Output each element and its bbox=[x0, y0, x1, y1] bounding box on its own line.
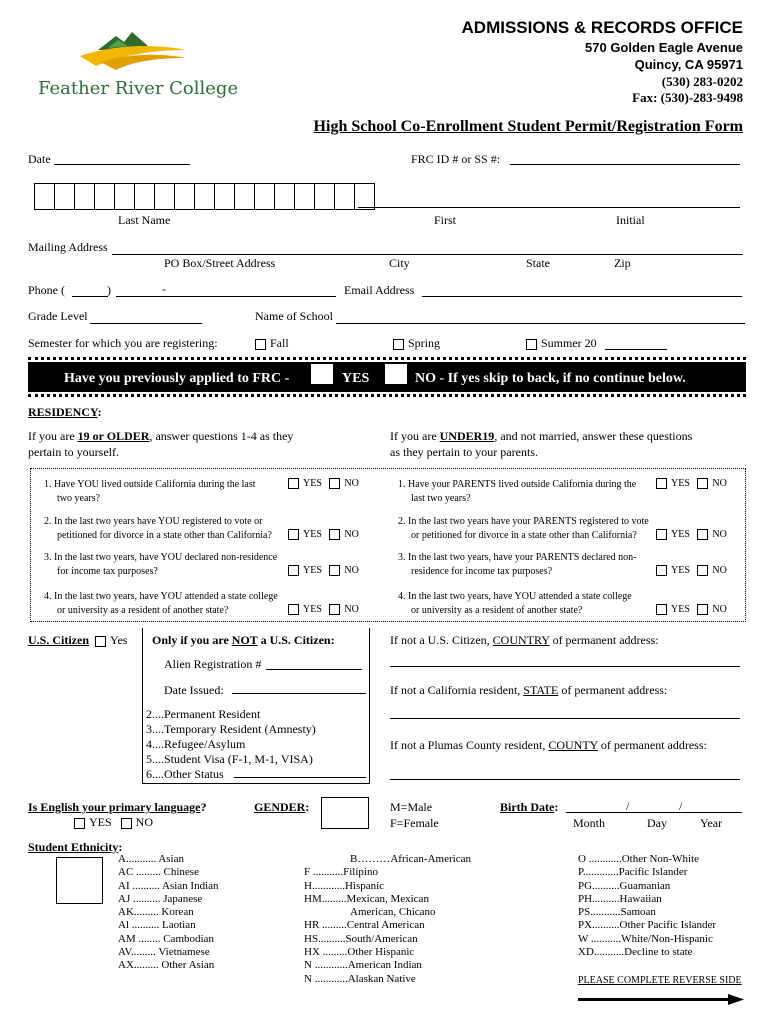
question-line: 4. In the last two years, have YOU attended a state college bbox=[44, 591, 278, 602]
day-label: Day bbox=[647, 816, 667, 830]
gender-colon: : bbox=[305, 800, 310, 814]
no-label: NO bbox=[712, 604, 727, 615]
left-intro bbox=[28, 428, 293, 460]
checkbox-icon[interactable] bbox=[656, 478, 667, 489]
alien-label: Alien Registration # bbox=[164, 657, 262, 671]
residency-question bbox=[398, 478, 660, 506]
residency-title bbox=[28, 405, 102, 420]
checkbox-icon[interactable] bbox=[329, 478, 340, 489]
checkbox-icon[interactable] bbox=[526, 339, 537, 350]
month-label: Month bbox=[573, 816, 606, 830]
us-citizen[interactable] bbox=[28, 633, 127, 648]
ethnicity-item: American, Chicano bbox=[350, 906, 436, 919]
status-item: 3....Temporary Resident (Amnesty) bbox=[146, 722, 316, 736]
ethnicity-box[interactable] bbox=[56, 857, 103, 904]
checkbox-icon[interactable] bbox=[697, 529, 708, 540]
question-line: 4. In the last two years, have YOU attended a state college bbox=[398, 591, 632, 602]
question-line: 2. In the last two years have your PARENTS registered to vote bbox=[398, 516, 649, 527]
city-label: City bbox=[389, 256, 410, 270]
county-a: If not a Plumas County resident, bbox=[390, 738, 549, 752]
email-field[interactable] bbox=[422, 296, 742, 297]
status-list bbox=[146, 707, 316, 782]
ethnicity-item: AV......... Vietnamese bbox=[118, 946, 210, 959]
checkbox-icon[interactable] bbox=[697, 565, 708, 576]
office-phone: (530) 283-0202 bbox=[661, 74, 743, 89]
checkbox-icon[interactable] bbox=[288, 604, 299, 615]
school-field[interactable] bbox=[336, 323, 745, 324]
question-line: two years? bbox=[57, 493, 101, 504]
ethnicity-item: W ...........White/Non-Hispanic bbox=[578, 932, 713, 945]
phone-area-field[interactable] bbox=[72, 296, 108, 297]
birth-colon: : bbox=[554, 800, 559, 814]
question-line: or university as a resident of another state? bbox=[411, 605, 583, 616]
english-qmark: ? bbox=[200, 800, 207, 814]
no-label: NO bbox=[712, 529, 727, 540]
english-no: NO bbox=[135, 815, 154, 829]
ethnicity-item: HS..........South/American bbox=[304, 932, 418, 945]
question-line: 1. Have your PARENTS lived outside California during the bbox=[398, 479, 637, 490]
grade-label: Grade Level bbox=[28, 309, 88, 323]
checkbox-icon[interactable] bbox=[329, 565, 340, 576]
phone-close: ) bbox=[107, 283, 111, 297]
checkbox-icon[interactable] bbox=[697, 604, 708, 615]
right-intro-c: , and not married, answer these questions bbox=[494, 429, 693, 443]
yes-no-options bbox=[656, 604, 727, 615]
birth-text: Birth Date bbox=[500, 800, 555, 814]
zip-label: Zip bbox=[614, 256, 631, 270]
no-label: NO bbox=[344, 478, 359, 489]
checkbox-icon[interactable] bbox=[74, 818, 85, 829]
checkbox-icon[interactable] bbox=[255, 339, 266, 350]
yes-checkbox[interactable] bbox=[311, 364, 333, 384]
checkbox-icon[interactable] bbox=[95, 636, 106, 647]
county-c: of permanent address: bbox=[597, 738, 707, 752]
initial-label: Initial bbox=[616, 213, 645, 227]
right-intro bbox=[390, 428, 692, 460]
name-line[interactable] bbox=[358, 207, 740, 208]
previous-applied-banner bbox=[28, 362, 746, 392]
question-line: 3. In the last two years, have YOU declared non-residence bbox=[44, 552, 278, 563]
ethnicity-item: AJ .......... Japanese bbox=[118, 892, 203, 905]
email-label: Email Address bbox=[344, 283, 415, 297]
spring-option[interactable] bbox=[393, 336, 440, 351]
residency-colon: : bbox=[97, 405, 102, 419]
country-label bbox=[390, 633, 659, 648]
school-label: Name of School bbox=[255, 309, 333, 323]
only-a: Only if you are bbox=[152, 633, 232, 647]
county-field[interactable] bbox=[390, 779, 740, 780]
gender-box[interactable] bbox=[321, 797, 369, 829]
question-line: or university as a resident of another state? bbox=[57, 605, 229, 616]
yes-label: YES bbox=[303, 565, 322, 576]
college-name: Feather River College bbox=[38, 78, 239, 99]
country-a: If not a U.S. Citizen, bbox=[390, 633, 493, 647]
ethnicity-item: HR .........Central American bbox=[304, 919, 425, 932]
ethnicity-item: N ............American Indian bbox=[304, 959, 422, 972]
ethnicity-item: XD...........Decline to state bbox=[578, 946, 693, 959]
ethnicity-colon: : bbox=[118, 840, 123, 854]
us-citizen-yes: Yes bbox=[110, 633, 128, 647]
status-item: 6....Other Status bbox=[146, 767, 224, 781]
ethnicity-item: O ............Other Non-White bbox=[578, 853, 699, 865]
yes-no-options bbox=[288, 529, 359, 540]
yes-label: YES bbox=[671, 604, 690, 615]
no-label: NO bbox=[344, 529, 359, 540]
question-line: 1. Have YOU lived outside California during the last bbox=[44, 479, 256, 490]
ethnicity-item: AC ......... Chinese bbox=[118, 866, 199, 879]
birth-field[interactable] bbox=[566, 812, 742, 813]
ethnicity-item: PS...........Samoan bbox=[578, 906, 656, 919]
question-line: petitioned for divorce in a state other than California? bbox=[57, 530, 272, 541]
yes-label: YES bbox=[303, 478, 322, 489]
ethnicity-col1 bbox=[118, 853, 219, 973]
residency-title-text: RESIDENCY bbox=[28, 405, 98, 419]
checkbox-icon[interactable] bbox=[656, 529, 667, 540]
ethnicity-item: P.............Pacific Islander bbox=[578, 866, 688, 879]
ethnicity-item: AI .......... Asian Indian bbox=[118, 879, 219, 892]
english-yes: YES bbox=[89, 815, 112, 829]
checkbox-icon[interactable] bbox=[288, 565, 299, 576]
ethnicity-item: AK......... Korean bbox=[118, 906, 194, 919]
right-intro-a: If you are bbox=[390, 429, 440, 443]
residency-question bbox=[398, 515, 660, 543]
phone-dash: - bbox=[162, 282, 166, 296]
grade-field[interactable] bbox=[90, 323, 202, 324]
ethnicity-col3 bbox=[578, 853, 716, 959]
checkbox-icon[interactable] bbox=[697, 478, 708, 489]
status-item: 5....Student Visa (F-1, M-1, VISA) bbox=[146, 752, 313, 766]
summer-option[interactable] bbox=[526, 336, 597, 351]
semester-label: Semester for which you are registering: bbox=[28, 336, 218, 350]
question-line: for income tax purposes? bbox=[57, 566, 158, 577]
mailing-field[interactable] bbox=[112, 254, 743, 255]
date-label: Date bbox=[28, 152, 51, 166]
ethnicity-item: A........... Asian bbox=[118, 853, 184, 865]
question-line: residence for income tax purposes? bbox=[411, 566, 553, 577]
county-b: COUNTY bbox=[548, 738, 598, 752]
right-intro-b: UNDER19 bbox=[439, 429, 495, 443]
office-title: ADMISSIONS & RECORDS OFFICE bbox=[461, 18, 743, 37]
ethnicity-item: HM.........Mexican, Mexican bbox=[304, 892, 429, 905]
last-name-label: Last Name bbox=[118, 213, 171, 227]
banner-yes: YES bbox=[342, 371, 370, 386]
english-question bbox=[28, 800, 206, 815]
country-field[interactable] bbox=[390, 666, 740, 667]
checkbox-icon[interactable] bbox=[329, 604, 340, 615]
english-q-text: Is English your primary language bbox=[28, 800, 201, 814]
no-label: NO bbox=[712, 565, 727, 576]
gender-text: GENDER bbox=[254, 800, 306, 814]
yes-no-options bbox=[288, 478, 359, 489]
no-checkbox[interactable] bbox=[385, 364, 407, 384]
college-logo bbox=[36, 26, 239, 106]
checkbox-icon[interactable] bbox=[393, 339, 404, 350]
summer-year-field[interactable] bbox=[605, 349, 667, 350]
yes-label: YES bbox=[671, 478, 690, 489]
slash-1: / bbox=[626, 799, 630, 813]
checkbox-icon[interactable] bbox=[329, 529, 340, 540]
yes-no-options bbox=[656, 529, 727, 540]
yes-no-options bbox=[288, 565, 359, 576]
residency-question bbox=[44, 515, 289, 543]
state-b: STATE bbox=[523, 683, 559, 697]
po-label: PO Box/Street Address bbox=[164, 256, 276, 270]
question-line: last two years? bbox=[411, 493, 471, 504]
ethnicity-item: Al .......... Laotian bbox=[118, 919, 196, 932]
ethnicity-item: F ...........Filipino bbox=[304, 866, 378, 879]
state-res-field[interactable] bbox=[390, 718, 740, 719]
ethnicity-item: B………African-American bbox=[350, 853, 471, 865]
state-a: If not a California resident, bbox=[390, 683, 524, 697]
year-label: Year bbox=[700, 816, 723, 830]
mailing-label: Mailing Address bbox=[28, 240, 108, 254]
date-field[interactable] bbox=[54, 164, 190, 165]
spring-label: Spring bbox=[408, 336, 441, 350]
no-label: NO bbox=[344, 565, 359, 576]
status-item: 2....Permanent Resident bbox=[146, 707, 261, 721]
ethnicity-item: HX .........Other Hispanic bbox=[304, 946, 415, 959]
question-line: 2. In the last two years have YOU registered to vote or bbox=[44, 516, 263, 527]
us-citizen-label: U.S. Citizen bbox=[28, 633, 89, 647]
office-address1: 570 Golden Eagle Avenue bbox=[585, 40, 743, 55]
office-fax: Fax: (530)-283-9498 bbox=[632, 90, 743, 105]
fall-option[interactable] bbox=[255, 336, 289, 351]
state-label: State bbox=[526, 256, 550, 270]
yes-label: YES bbox=[671, 529, 690, 540]
non-citizen-title bbox=[152, 633, 335, 648]
yes-no-options bbox=[656, 478, 727, 489]
issued-field[interactable] bbox=[232, 693, 366, 694]
birth-label bbox=[500, 800, 558, 815]
left-intro-d: pertain to yourself. bbox=[28, 445, 119, 459]
issued-label: Date Issued: bbox=[164, 683, 224, 697]
ethnicity-title bbox=[28, 840, 122, 855]
banner-no-text: NO - If yes skip to back, if no continue below. bbox=[415, 371, 686, 386]
county-label bbox=[390, 738, 707, 753]
residency-question bbox=[44, 478, 289, 506]
residency-question bbox=[398, 590, 660, 618]
ethnicity-item: N ............Alaskan Native bbox=[304, 972, 416, 985]
first-label: First bbox=[434, 213, 457, 227]
form-title: High School Co-Enrollment Student Permit/Registration Form bbox=[313, 118, 743, 135]
office-address2: Quincy, CA 95971 bbox=[634, 57, 743, 72]
ethnicity-text: Student Ethnicity bbox=[28, 840, 119, 854]
ethnicity-item: H............Hispanic bbox=[304, 879, 385, 892]
banner-question: Have you previously applied to FRC - bbox=[64, 371, 290, 386]
checkbox-icon[interactable] bbox=[656, 604, 667, 615]
residency-question bbox=[44, 590, 289, 618]
country-b: COUNTRY bbox=[492, 633, 550, 647]
yes-label: YES bbox=[671, 565, 690, 576]
ethnicity-item: PG..........Guamanian bbox=[578, 879, 671, 892]
yes-label: YES bbox=[303, 604, 322, 615]
divider-top bbox=[28, 357, 746, 360]
only-b: NOT bbox=[231, 633, 258, 647]
name-letter-boxes[interactable] bbox=[34, 183, 375, 210]
female-label: F=Female bbox=[390, 816, 439, 830]
male-label: M=Male bbox=[390, 800, 433, 814]
ethnicity-item: PX..........Other Pacific Islander bbox=[578, 919, 717, 932]
phone-number-field[interactable] bbox=[116, 296, 336, 297]
checkbox-icon[interactable] bbox=[288, 529, 299, 540]
no-label: NO bbox=[344, 604, 359, 615]
ethnicity-item: AM ........ Cambodian bbox=[118, 932, 214, 945]
id-field[interactable] bbox=[510, 164, 740, 165]
yes-no-options bbox=[288, 604, 359, 615]
english-options bbox=[74, 815, 153, 830]
checkbox-icon[interactable] bbox=[121, 818, 132, 829]
status-item: 4....Refugee/Asylum bbox=[146, 737, 246, 751]
fall-label: Fall bbox=[270, 336, 289, 350]
left-intro-b: 19 or OLDER bbox=[77, 429, 150, 443]
ethnicity-item: AX......... Other Asian bbox=[118, 959, 215, 972]
question-line: or petitioned for divorce in a state other than California? bbox=[411, 530, 637, 541]
checkbox-icon[interactable] bbox=[288, 478, 299, 489]
left-intro-a: If you are bbox=[28, 429, 78, 443]
yes-label: YES bbox=[303, 529, 322, 540]
ethnicity-item: PH..........Hawaiian bbox=[578, 892, 662, 905]
other-status-field[interactable] bbox=[234, 777, 366, 778]
state-c: of permanent address: bbox=[558, 683, 668, 697]
residency-question bbox=[398, 551, 660, 579]
right-intro-d: as they pertain to your parents. bbox=[390, 445, 538, 459]
no-label: NO bbox=[712, 478, 727, 489]
question-line: 3. In the last two years, have your PARENTS declared non- bbox=[398, 552, 637, 563]
checkbox-icon[interactable] bbox=[656, 565, 667, 576]
phone-label: Phone ( bbox=[28, 283, 65, 297]
gender-label bbox=[254, 800, 309, 815]
state-res-label bbox=[390, 683, 667, 698]
ethnicity-col2 bbox=[304, 853, 471, 986]
yes-no-options bbox=[656, 565, 727, 576]
left-intro-c: , answer questions 1-4 as they bbox=[149, 429, 294, 443]
only-c: a U.S. Citizen: bbox=[257, 633, 335, 647]
alien-field[interactable] bbox=[266, 669, 362, 670]
arrow-right-icon bbox=[578, 994, 744, 1006]
id-label: FRC ID # or SS #: bbox=[411, 152, 501, 166]
summer-label: Summer 20 bbox=[541, 336, 597, 350]
reverse-note: PLEASE COMPLETE REVERSE SIDE bbox=[578, 975, 742, 986]
country-c: of permanent address: bbox=[549, 633, 659, 647]
mountain-logo-icon bbox=[36, 26, 226, 76]
divider-bottom bbox=[28, 394, 746, 397]
slash-2: / bbox=[679, 799, 683, 813]
residency-question bbox=[44, 551, 289, 579]
